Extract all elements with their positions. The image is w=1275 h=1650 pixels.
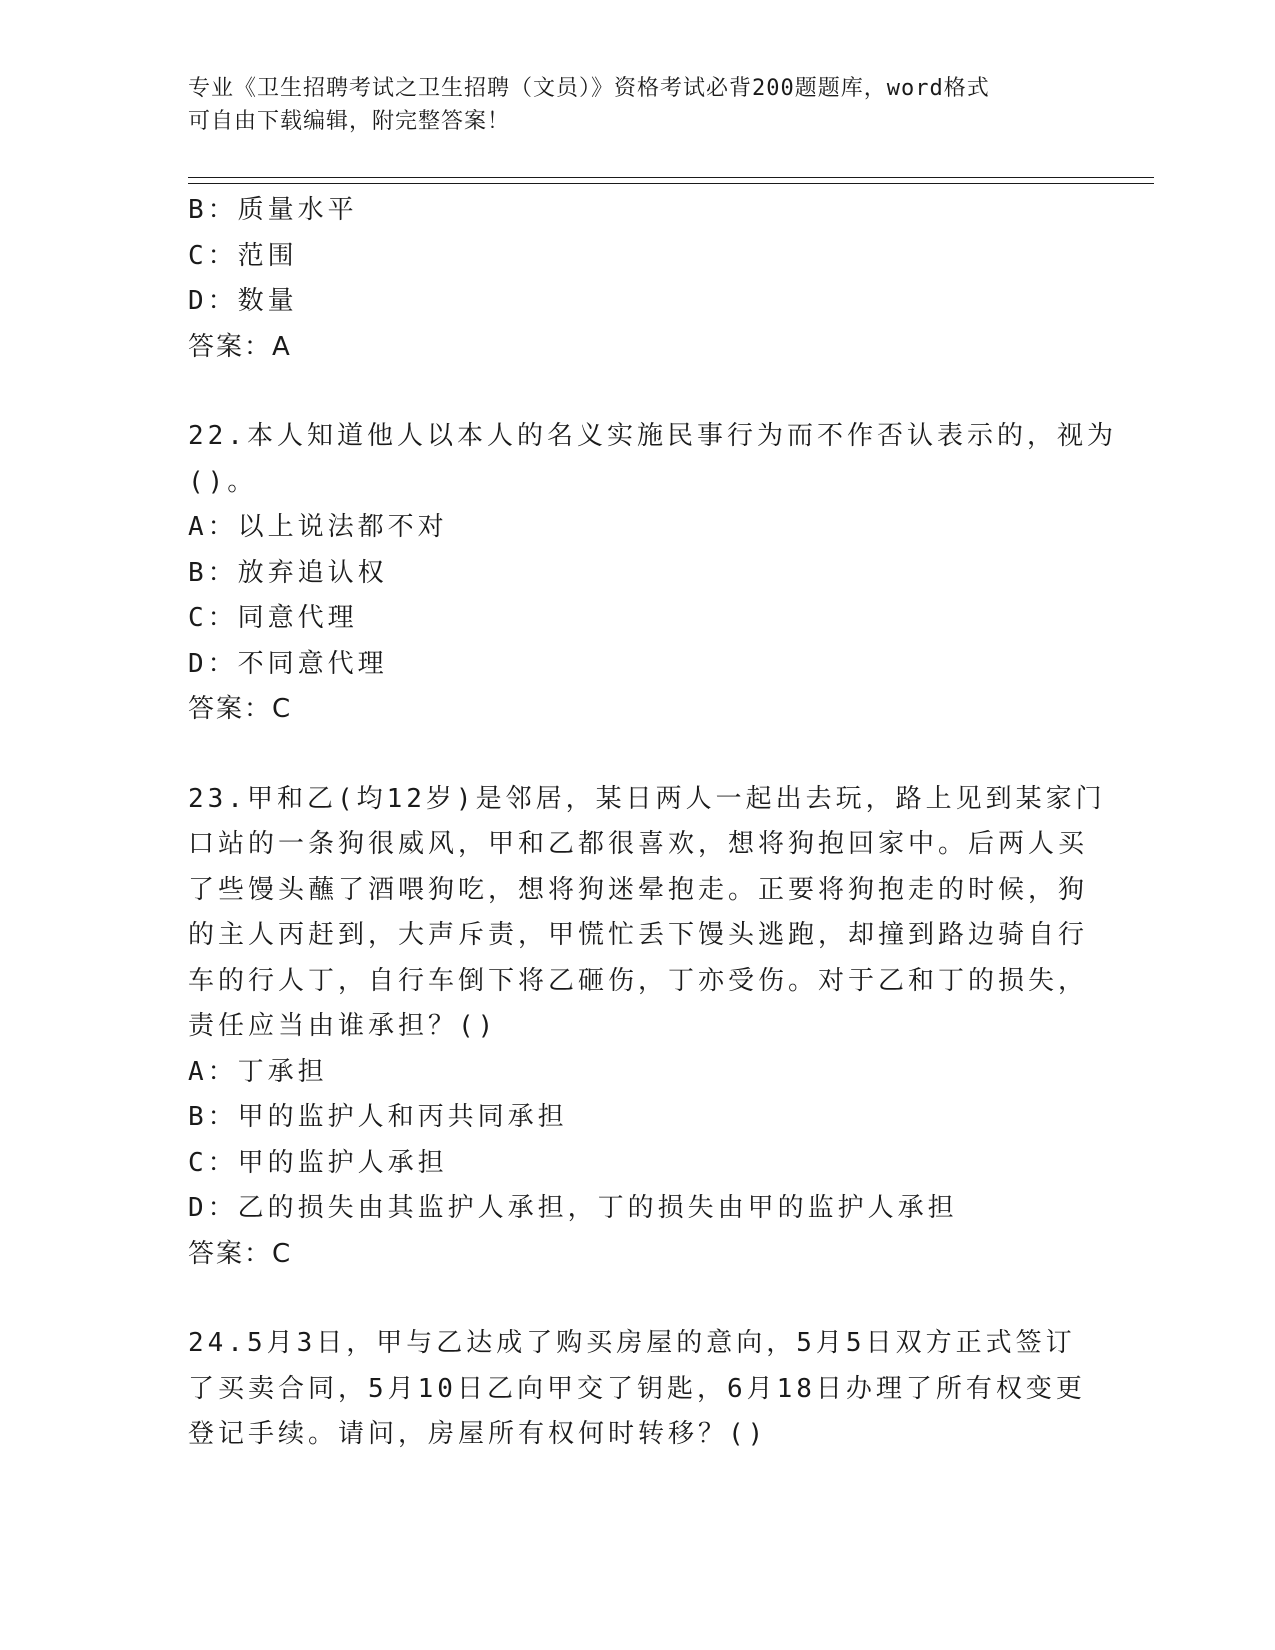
question-22 — [188, 414, 1117, 733]
question-stem-line: 的主人丙赶到，大声斥责，甲慌忙丢下馒头逃跑，却撞到路边骑自行 — [188, 920, 1089, 950]
option-d: D：乙的损失由其监护人承担，丁的损失由甲的监护人承担 — [188, 1193, 958, 1223]
option-a: A：以上说法都不对 — [188, 512, 448, 542]
question-23 — [188, 777, 1106, 1278]
option-d: D：数量 — [188, 286, 298, 316]
option-b: B：质量水平 — [188, 195, 358, 225]
question-stem-line: 24.5月3日，甲与乙达成了购买房屋的意向，5月5日双方正式签订 — [188, 1328, 1076, 1358]
answer-line: 答案：C — [188, 1238, 293, 1269]
question-stem-line: 23.甲和乙(均12岁)是邻居，某日两人一起出去玩，路上见到某家门 — [188, 783, 1106, 814]
option-c: C：甲的监护人承担 — [188, 1147, 448, 1178]
question-stem-line: 责任应当由谁承担？() — [188, 1011, 498, 1041]
answer-line: 答案：A — [188, 331, 292, 362]
question-stem-line: ()。 — [188, 466, 258, 497]
option-d: D：不同意代理 — [188, 648, 388, 679]
question-stem-line: 车的行人丁，自行车倒下将乙砸伤，丁亦受伤。对于乙和丁的损失， — [188, 965, 1089, 996]
question-gap — [188, 370, 1088, 414]
header-title-line-1: 专业《卫生招聘考试之卫生招聘（文员）》资格考试必背200题题库，word格式 — [188, 76, 990, 101]
option-c: C：同意代理 — [188, 603, 358, 633]
header-divider-top — [188, 177, 1154, 178]
question-stem-line: 了买卖合同，5月10日乙向甲交了钥匙，6月18日办理了所有权变更 — [188, 1373, 1086, 1404]
option-b: B：甲的监护人和丙共同承担 — [188, 1102, 568, 1132]
question-21-continuation — [188, 188, 1088, 370]
question-list — [188, 188, 1117, 1458]
option-b: B：放弃追认权 — [188, 557, 388, 588]
document-header — [188, 72, 1068, 138]
header-title-line-2: 可自由下载编辑，附完整答案！ — [188, 109, 511, 134]
question-24 — [188, 1321, 1088, 1458]
question-stem-line: 口站的一条狗很威风，甲和乙都很喜欢，想将狗抱回家中。后两人买 — [188, 829, 1089, 859]
question-gap — [188, 733, 1088, 777]
option-a: A：丁承担 — [188, 1056, 328, 1087]
question-gap — [188, 1277, 1088, 1321]
header-divider-bottom — [188, 183, 1154, 184]
answer-line: 答案：C — [188, 694, 293, 724]
question-stem-line: 了些馒头蘸了酒喂狗吃，想将狗迷晕抱走。正要将狗抱走的时候，狗 — [188, 874, 1089, 905]
option-c: C：范围 — [188, 240, 298, 271]
question-stem-line: 22.本人知道他人以本人的名义实施民事行为而不作否认表示的，视为 — [188, 421, 1117, 451]
question-stem-line: 登记手续。请问，房屋所有权何时转移？() — [188, 1419, 768, 1449]
